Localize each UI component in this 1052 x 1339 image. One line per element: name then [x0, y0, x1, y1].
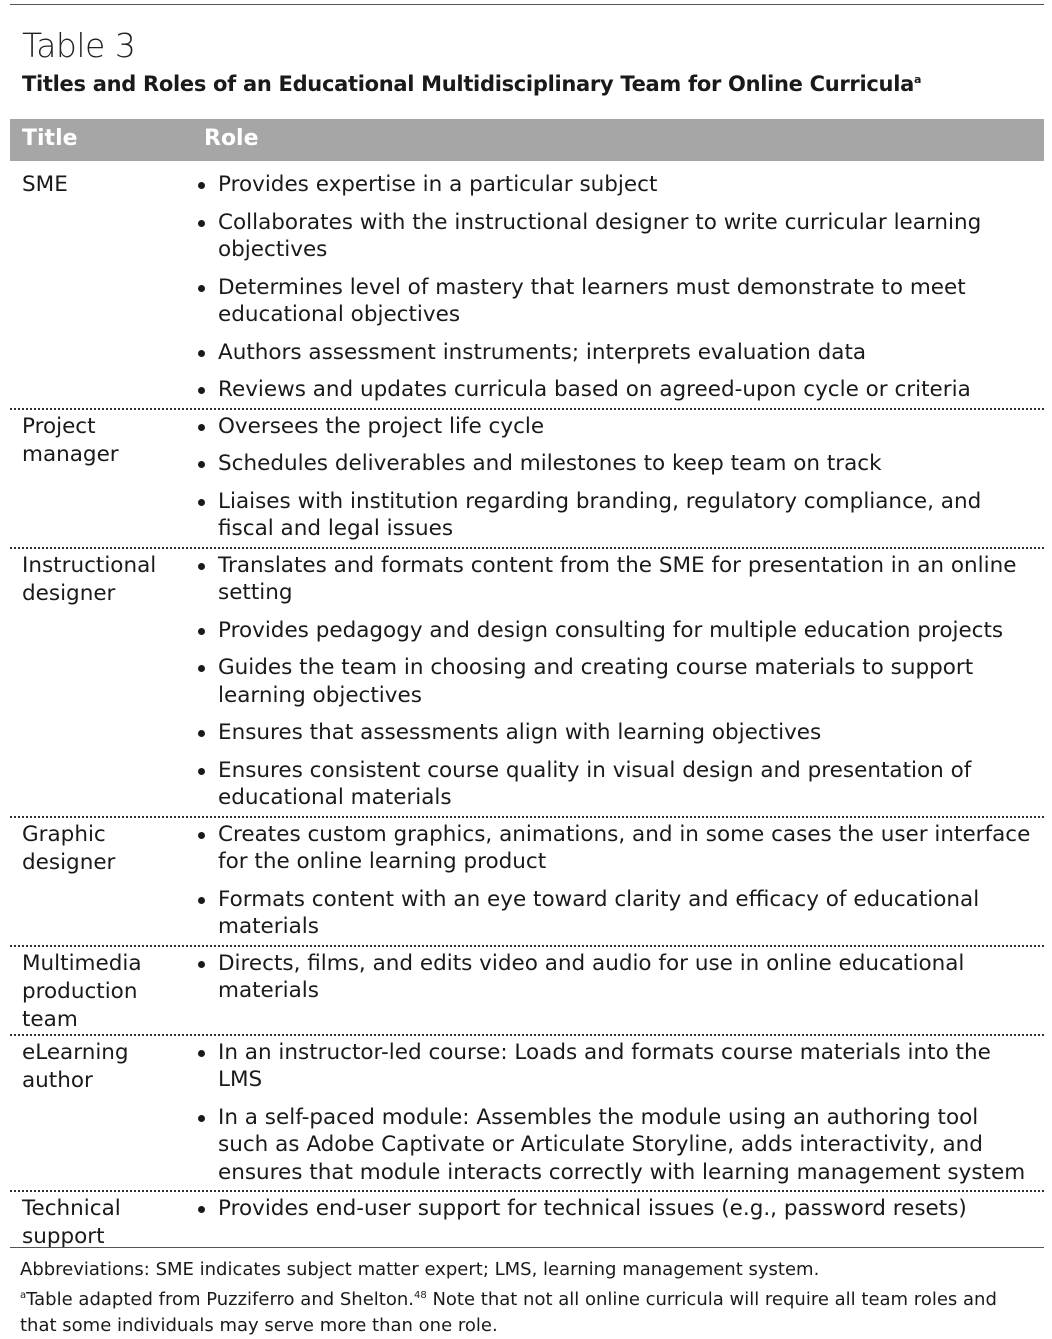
role-item: Provides end-user support for technical issues (e.g., password resets) — [192, 1195, 1044, 1223]
table-row — [10, 168, 1044, 410]
role-item: Schedules deliverables and milestones to keep team on track — [192, 450, 1044, 478]
role-list — [192, 818, 1044, 945]
role-item: In a self-paced module: Assembles the module using an authoring tool such as Adobe Captivate or Articulate Storyline, adds interactivity, and ensures that module interacts correctly with learning management system — [192, 1104, 1044, 1187]
table-row — [10, 410, 1044, 549]
header-role: Role — [204, 126, 259, 151]
role-item: Formats content with an eye toward clarity and efficacy of educational materials — [192, 886, 1044, 941]
role-list — [192, 1192, 1044, 1251]
row-title: SME — [22, 172, 68, 197]
table-header — [10, 119, 1044, 161]
role-list — [192, 1036, 1044, 1191]
table-row — [10, 818, 1044, 947]
table-body — [10, 168, 1044, 1251]
row-title: Project manager — [22, 413, 119, 467]
abbreviations-note: Abbreviations: SME indicates subject matter expert; LMS, learning management system. — [20, 1259, 820, 1280]
table-row — [10, 549, 1044, 818]
role-item: Directs, films, and edits video and audio for use in online educational materials — [192, 950, 1044, 1005]
row-title: Graphic designer — [22, 821, 116, 875]
bottom-rule — [10, 1247, 1044, 1248]
row-title: Instructional designer — [22, 552, 157, 606]
role-item: Ensures that assessments align with learning objectives — [192, 719, 1044, 747]
role-item: Collaborates with the instructional designer to write curricular learning objectives — [192, 209, 1044, 264]
row-title: Technical support — [22, 1196, 121, 1249]
adaptation-text: Table adapted from Puzziferro and Shelton. — [26, 1289, 414, 1310]
role-item: In an instructor-led course: Loads and formats course materials into the LMS — [192, 1039, 1044, 1094]
caption-footnote-mark: a — [913, 73, 922, 86]
role-item: Provides pedagogy and design consulting for multiple education projects — [192, 617, 1044, 645]
role-list — [192, 947, 1044, 1034]
header-title: Title — [22, 126, 78, 151]
table-number: Table 3 — [22, 26, 136, 65]
role-list — [192, 549, 1044, 816]
role-list — [192, 410, 1044, 547]
table-row — [10, 1036, 1044, 1193]
role-item: Provides expertise in a particular subject — [192, 171, 1044, 199]
role-item: Creates custom graphics, animations, and in some cases the user interface for the online learning product — [192, 821, 1044, 876]
table-row — [10, 947, 1044, 1036]
caption-text: Titles and Roles of an Educational Multidisciplinary Team for Online Curricula — [22, 72, 914, 96]
role-item: Translates and formats content from the SME for presentation in an online setting — [192, 552, 1044, 607]
role-item: Liaises with institution regarding branding, regulatory compliance, and fiscal and legal issues — [192, 488, 1044, 543]
role-list — [192, 168, 1044, 408]
row-title: eLearning author — [22, 1039, 129, 1093]
adaptation-text-continued: Note that not all online curricula will require all team roles and that some individuals may serve more than one role. — [20, 1289, 997, 1336]
footnote-mark: a — [20, 1290, 27, 1301]
footnotes — [20, 1257, 1022, 1339]
role-item: Determines level of mastery that learners must demonstrate to meet educational objectives — [192, 274, 1044, 329]
role-item: Ensures consistent course quality in visual design and presentation of educational materials — [192, 757, 1044, 812]
table-row — [10, 1192, 1044, 1251]
role-item: Guides the team in choosing and creating course materials to support learning objectives — [192, 654, 1044, 709]
adaptation-note — [20, 1283, 1022, 1339]
top-rule — [10, 4, 1044, 5]
role-item: Oversees the project life cycle — [192, 413, 1044, 441]
role-item: Reviews and updates curricula based on agreed-upon cycle or criteria — [192, 376, 1044, 404]
row-title: Multimedia production team — [22, 950, 142, 1032]
table-caption — [22, 72, 921, 96]
role-item: Authors assessment instruments; interprets evaluation data — [192, 339, 1044, 367]
reference-number: 48 — [413, 1290, 427, 1301]
